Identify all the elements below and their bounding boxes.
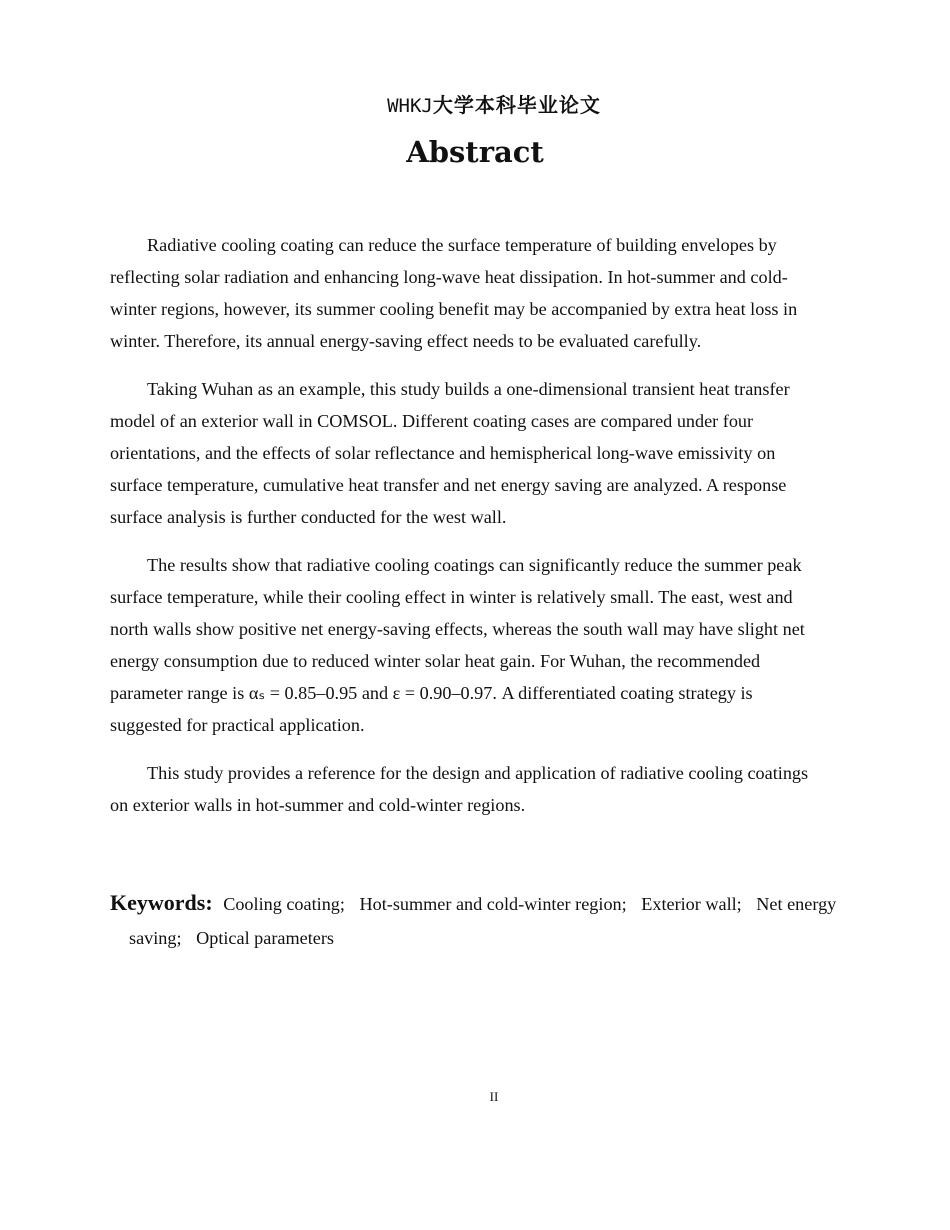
keywords-label: Keywords: xyxy=(110,890,213,915)
header-thesis-type: 大学本科毕业论文 xyxy=(432,93,601,117)
keyword-item: Optical parameters xyxy=(196,928,334,948)
keyword-item: Cooling coating; xyxy=(223,894,345,914)
header-university-code: WHKJ xyxy=(387,95,433,117)
abstract-body xyxy=(110,229,826,837)
keywords-section xyxy=(110,886,845,955)
page-title: Abstract xyxy=(406,135,544,169)
keyword-item: Exterior wall; xyxy=(641,894,742,914)
keyword-item: Net energy saving; xyxy=(129,894,837,948)
abstract-paragraph-1: Radiative cooling coating can reduce the surface temperature of building envelopes by reflecting solar radiation and enhancing long-wave heat dissipation. In hot-summer and cold-winter regions, however, its summer cooling benefit may be accompanied by extra heat loss in winter. Therefore, its annual energy-saving effect needs to be evaluated carefully. xyxy=(110,235,798,351)
keyword-item: Hot-summer and cold-winter region; xyxy=(359,894,627,914)
page-number: II xyxy=(489,1089,499,1104)
abstract-paragraph-2: Taking Wuhan as an example, this study builds a one-dimensional transient heat transfer model of an exterior wall in COMSOL. Different coating cases are compared under four orientations, and the effects of solar reflectance and hemispherical long-wave emissivity on surface temperature, cumulative heat transfer and net energy saving are analyzed. A response surface analysis is further conducted for the west wall. xyxy=(110,379,790,527)
abstract-paragraph-4: This study provides a reference for the design and application of radiative cooling coatings on exterior walls in hot-summer and cold-winter regions. xyxy=(110,763,809,815)
running-header xyxy=(0,92,950,119)
abstract-paragraph-3: The results show that radiative cooling coatings can significantly reduce the summer peak surface temperature, while their cooling effect in winter is relatively small. The east, west and north walls show positive net energy-saving effects, whereas the south wall may have slight net energy consumption due to reduced winter solar heat gain. For Wuhan, the recommended parameter range is αₛ = 0.85–0.95 and ε = 0.90–0.97. A differentiated coating strategy is suggested for practical application. xyxy=(110,555,805,735)
